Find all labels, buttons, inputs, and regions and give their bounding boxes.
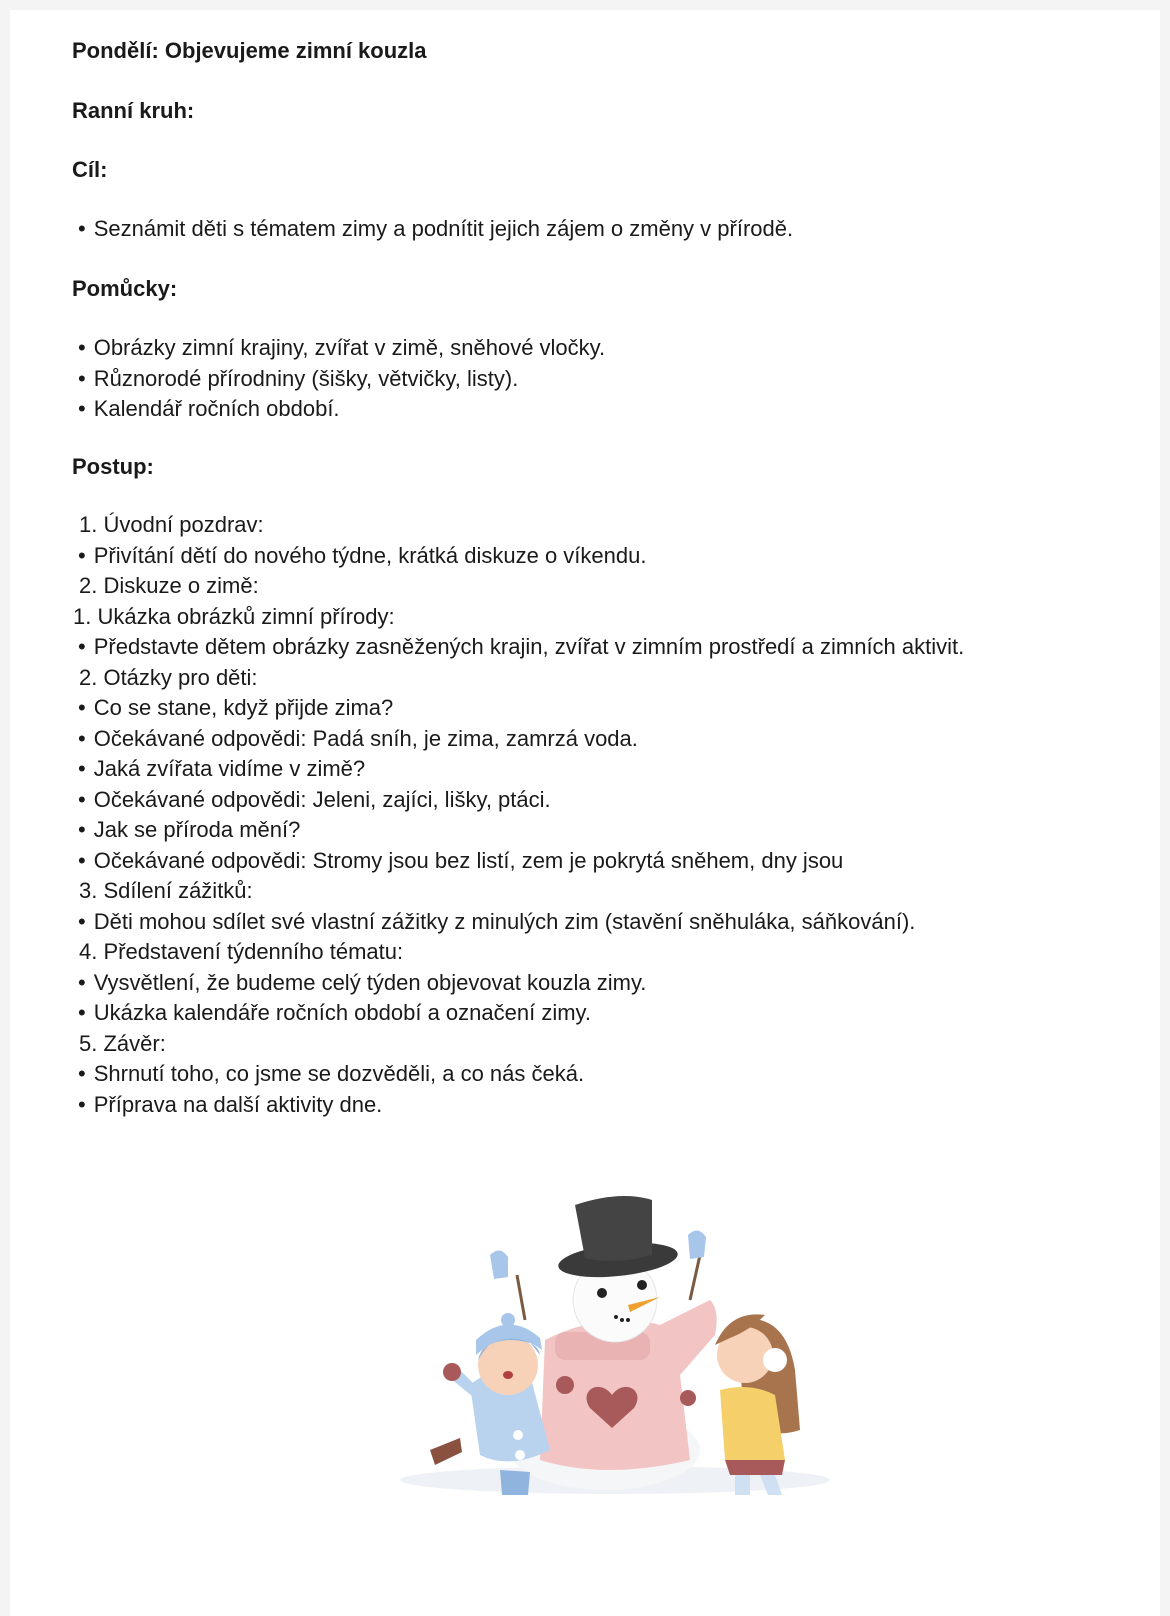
- numbered-step: 1. Úvodní pozdrav:: [79, 512, 264, 537]
- section-heading-pomucky: Pomůcky:: [72, 276, 178, 301]
- document-page: [10, 10, 1160, 1616]
- snowman-children-illustration: [390, 1160, 840, 1510]
- numbered-step: 2. Otázky pro děti:: [79, 664, 258, 690]
- list-item: • Vysvětlení, že budeme celý týden objevovat kouzla zimy.: [72, 968, 964, 999]
- list-item: • Představte dětem obrázky zasněžených krajin, zvířat v zimním prostředí a zimních aktivit.: [72, 632, 964, 663]
- list-item: • Přivítání dětí do nového týdne, krátká diskuze o víkendu.: [72, 541, 964, 572]
- mitten-left: [490, 1250, 508, 1279]
- list-item: • Shrnutí toho, co jsme se dozvěděli, a co nás čeká.: [72, 1059, 964, 1090]
- numbered-step: 2. Diskuze o zimě:: [79, 573, 259, 598]
- page-title: Pondělí: Objevujeme zimní kouzla: [72, 38, 427, 63]
- list-item: • Očekávané odpovědi: Padá sníh, je zima, zamrzá voda.: [72, 724, 964, 755]
- list-item: • Děti mohou sdílet své vlastní zážitky z minulých zim (stavění sněhuláka, sáňkování).: [72, 907, 964, 938]
- list-item: • Příprava na další aktivity dne.: [72, 1090, 964, 1121]
- numbered-step: 1. Ukázka obrázků zimní přírody:: [73, 603, 395, 629]
- list-item: • Kalendář ročních období.: [72, 394, 605, 425]
- earmuff: [763, 1348, 787, 1372]
- list-item: • Různorodé přírodniny (šišky, větvičky, listy).: [72, 364, 605, 395]
- numbered-step: 5. Závěr:: [79, 1030, 166, 1056]
- section-heading-ranni-kruh: Ranní kruh:: [72, 98, 195, 123]
- postup-list: [72, 510, 964, 1120]
- list-item: • Jaká zvířata vidíme v zimě?: [72, 754, 964, 785]
- list-item: • Seznámit děti s tématem zimy a podnítit jejich zájem o změny v přírodě.: [72, 214, 793, 245]
- numbered-step: 4. Představení týdenního tématu:: [79, 939, 404, 964]
- list-item: • Jak se příroda mění?: [72, 815, 964, 846]
- cil-list: [72, 214, 793, 245]
- list-item: • Ukázka kalendáře ročních období a označení zimy.: [72, 998, 964, 1029]
- top-hat-icon: [557, 1196, 680, 1282]
- section-heading-cil: Cíl:: [72, 157, 108, 182]
- list-item: • Očekávané odpovědi: Stromy jsou bez listí, zem je pokrytá sněhem, dny jsou: [72, 846, 964, 877]
- list-item: • Co se stane, když přijde zima?: [72, 693, 964, 724]
- mitten-right: [688, 1230, 706, 1259]
- pomucky-list: [72, 333, 605, 425]
- list-item: • Očekávané odpovědi: Jeleni, zajíci, lišky, ptáci.: [72, 785, 964, 816]
- list-item: • Obrázky zimní krajiny, zvířat v zimě, sněhové vločky.: [72, 333, 605, 364]
- section-heading-postup: Postup:: [72, 454, 154, 479]
- numbered-step: 3. Sdílení zážitků:: [79, 878, 253, 903]
